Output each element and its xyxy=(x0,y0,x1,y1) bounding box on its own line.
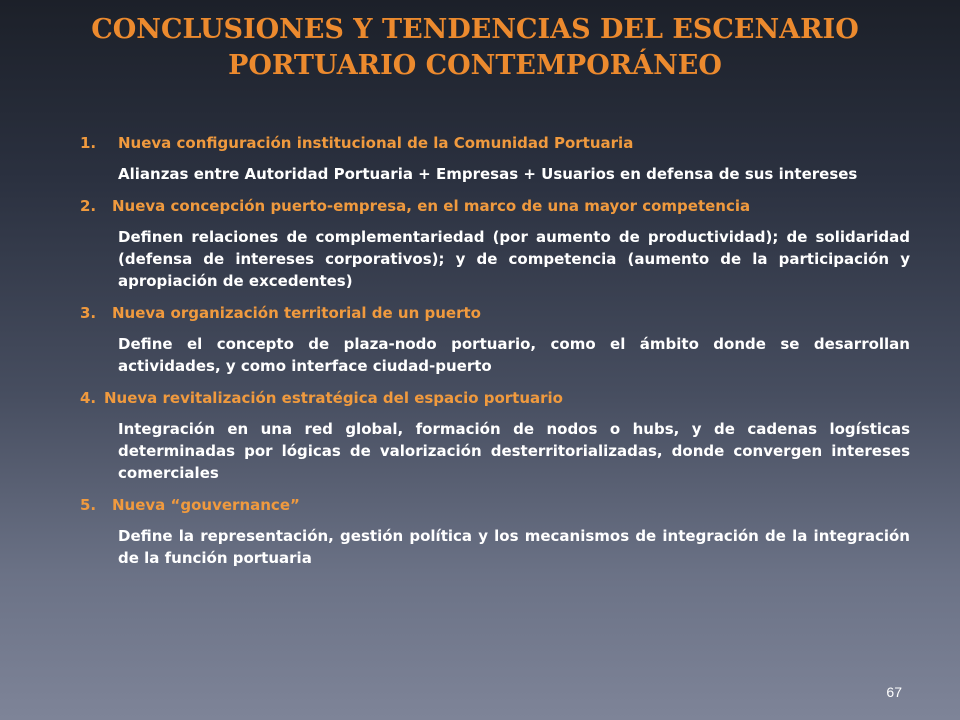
list-item xyxy=(80,494,910,569)
list-item xyxy=(80,195,910,292)
list-item xyxy=(80,302,910,377)
list-item xyxy=(80,387,910,484)
item-description: Integración en una red global, formación de nodos o hubs, y de cadenas logísticas determinadas por lógicas de valorización desterritorializadas, donde convergen intereses comerciales xyxy=(118,420,910,482)
item-number: 5. xyxy=(80,496,97,514)
page-number: 67 xyxy=(886,684,902,700)
item-description: Define la representación, gestión política y los mecanismos de integración de la integración de la función portuaria xyxy=(118,527,910,567)
slide-title xyxy=(0,12,960,84)
item-description: Define el concepto de plaza-nodo portuario, como el ámbito donde se desarrollan actividades, y como interface ciudad-puerto xyxy=(118,335,910,375)
item-number: 3. xyxy=(80,304,97,322)
item-heading xyxy=(80,302,910,324)
item-heading-text: Nueva organización territorial de un puerto xyxy=(112,304,481,322)
item-heading-text: Nueva configuración institucional de la Comunidad Portuaria xyxy=(118,134,634,152)
item-number: 1. xyxy=(80,134,97,152)
item-heading-text: Nueva “gouvernance” xyxy=(112,496,300,514)
item-number: 2. xyxy=(80,197,97,215)
slide-title-line-1: CONCLUSIONES Y TENDENCIAS DEL ESCENARIO xyxy=(91,14,859,45)
item-heading-text: Nueva revitalización estratégica del espacio portuario xyxy=(104,389,563,407)
list-item xyxy=(80,132,910,185)
item-number: 4. xyxy=(80,389,97,407)
slide-title-line-2: PORTUARIO CONTEMPORÁNEO xyxy=(228,50,722,81)
item-description: Definen relaciones de complementariedad (por aumento de productividad); de solidaridad (defensa de intereses corporativos); y de competencia (aumento de la participación y apropiación de excedentes) xyxy=(118,228,910,290)
item-heading xyxy=(80,494,910,516)
item-heading xyxy=(80,132,910,154)
item-heading xyxy=(80,387,910,409)
conclusions-list xyxy=(80,132,910,579)
item-description: Alianzas entre Autoridad Portuaria + Empresas + Usuarios en defensa de sus intereses xyxy=(118,165,858,183)
item-heading xyxy=(80,195,910,217)
item-heading-text: Nueva concepción puerto-empresa, en el marco de una mayor competencia xyxy=(112,197,751,215)
